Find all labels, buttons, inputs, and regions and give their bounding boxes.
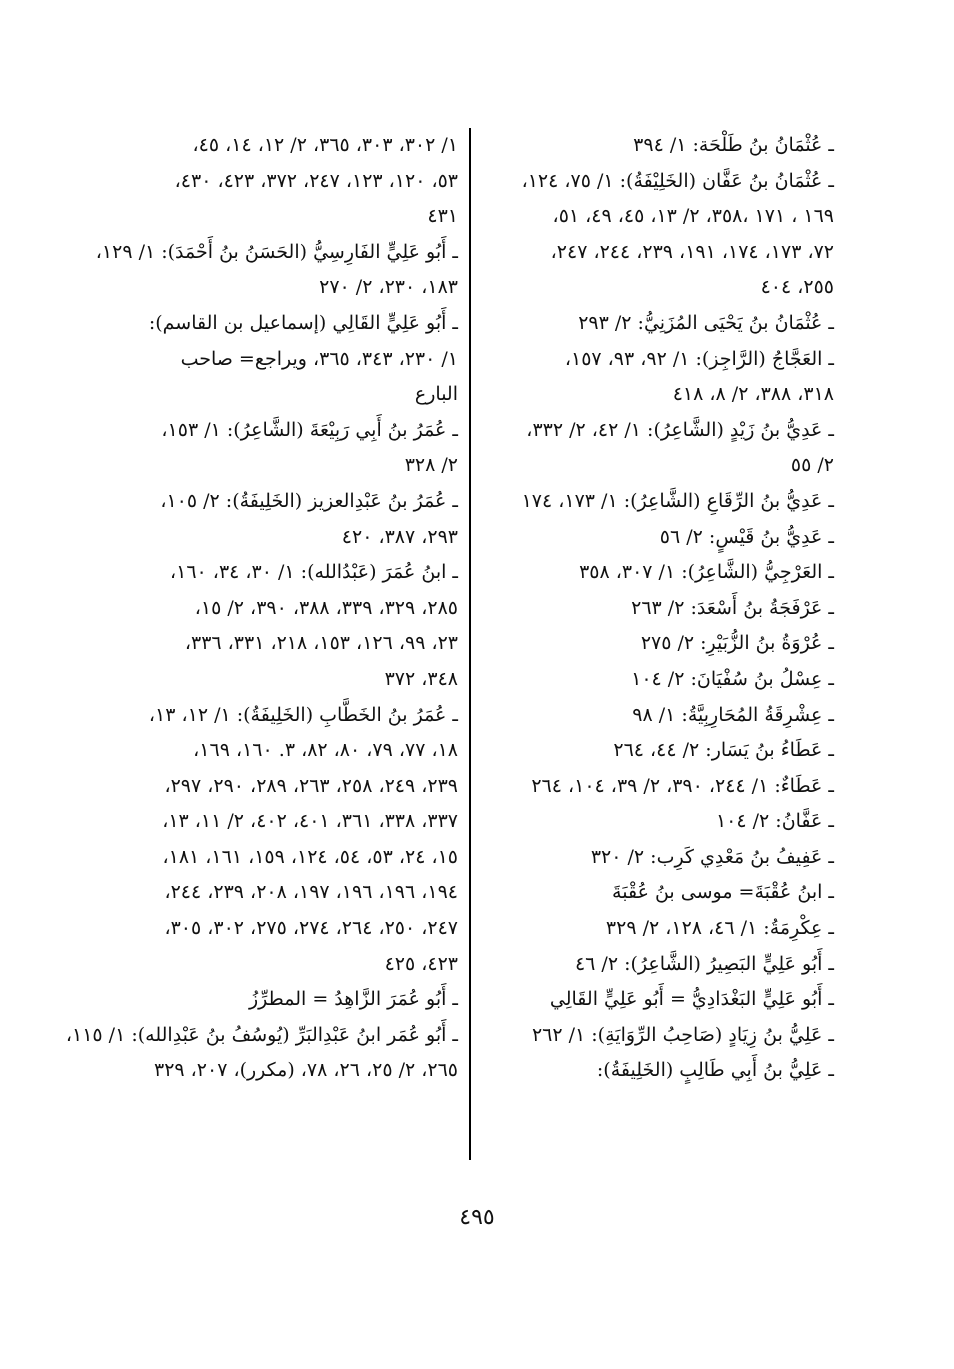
index-entry: ٢٣٩، ٢٤٩، ٢٥٨، ٢٦٣، ٢٨٩، ٢٩٠، ٢٩٧، xyxy=(164,774,458,797)
index-entry: ٢٤٧، ٢٥٠، ٢٦٤، ٢٧٤، ٢٧٥، ٣٠٢، ٣٠٥، xyxy=(164,917,458,940)
index-entry: ـ عِسْلُ بنُ سُفْيَانَ: ٢/ ١٠٤ xyxy=(631,667,834,690)
index-entry: البارع xyxy=(414,383,458,406)
index-entry: ـ عَطَاءُ بنُ يَسَار: ٢/ ٤٤، ٢٦٤ xyxy=(613,739,834,762)
index-entry: ـ أَبُو عُمَرَ الزَّاهِدُ = المطرِّزُ xyxy=(249,988,458,1011)
index-entry: ٢٣، ٩٩، ١٢٦، ١٥٣، ٢١٨، ٣٣١، ٣٣٦، xyxy=(184,632,458,655)
index-entry: ـ أَبُو عَلِيٍّ البَغْدَادِيُّ = أَبُو عَلِيٍّ القَالِي xyxy=(549,988,834,1011)
index-entry: ١٦٩ ، ١٧١ ،٣٥٨، ٢/ ١٣، ٤٥، ٤٩، ٥١، xyxy=(552,205,834,228)
index-entry: ـ عَدِيُّ بنُ قَيْسٍ: ٢/ ٥٦ xyxy=(659,525,834,548)
index-entry: ـ عَطَاءٌ: ١/ ٢٤٤، ٣٩٠، ٢/ ٣٩، ١٠٤، ٢٦٤ xyxy=(531,774,834,797)
index-entry: ٣٤٨، ٣٧٢ xyxy=(384,667,458,690)
index-entry: ٧٢، ١٧٣، ١٧٤، ١٩١، ٢٣٩، ٢٤٤، ٢٤٧، xyxy=(550,240,834,263)
index-entry: ٢/ ٣٢٨ xyxy=(404,454,458,477)
index-entry: ـ عَدِيُّ بنُ الرِّقَاعِ (الشَّاعِرُ): ١/ ١٧٣، ١٧٤ xyxy=(521,489,834,512)
index-entry: ـ العَرْجِيُّ (الشَّاعِرُ): ١/ ٣٠٧، ٣٥٨ xyxy=(579,561,834,584)
index-entry: ـ عِكْرِمَةُ: ١/ ٤٦، ١٢٨، ٢/ ٣٢٩ xyxy=(605,917,834,940)
index-entry: ٤٣١ xyxy=(427,205,458,228)
index-entry: ـ عَدِيُّ بنُ زَيْدٍ (الشَّاعِرُ): ١/ ٤٢، ٢/ ٣٣٢، xyxy=(526,418,834,441)
index-entry: ١٥، ٢٤، ٥٣، ٥٤، ١٢٤، ١٥٩، ١٦١، ١٨١، xyxy=(162,845,458,868)
page-number: ٤٩٥ xyxy=(459,1205,495,1230)
index-entry: ٤٢٣، ٤٢٥ xyxy=(384,952,458,975)
index-entry: ٢٩٣، ٣٨٧، ٤٢٠ xyxy=(341,525,458,548)
index-entry: ١٨٣، ٢٣٠، ٢/ ٢٧٠ xyxy=(319,276,458,299)
index-entry: ـ عُثْمَانُ بنُ عَفَّان (الخَلِيْفَةُ): ١/ ٧٥، ١٢٤، xyxy=(521,169,834,192)
index-entry: ـ عَلِيُّ بنُ زِيَادٍ (صَاحِبُ الرِّوَايَةِ): ١/ ٢٦٢ xyxy=(531,1023,834,1046)
index-entry: ـ أَبُو عَلِيٍّ البَصِيرُ (الشَّاعِرُ): ٢/ ٤٦ xyxy=(574,952,834,975)
index-entry: ٥٣، ١٢٠، ١٢٣، ٢٤٧، ٣٧٢، ٤٢٣، ٤٣٠، xyxy=(174,169,458,192)
index-entry: ٢/ ٥٥ xyxy=(790,454,834,477)
index-entry: ـ عُرْوَةُ بنُ الزُّبَيْرِ: ٢/ ٢٧٥ xyxy=(640,632,834,655)
index-entry: ـ ابنُ عُقْبَةَ= موسى بنُ عُقْبَةَ xyxy=(612,881,834,904)
index-entry: ١/ ٢٣٠، ٣٤٣، ٣٦٥، ويراجع= صاحب xyxy=(180,347,458,370)
index-entry: ـ عَفَّانُ: ٢/ ١٠٤ xyxy=(715,810,834,833)
index-entry: ـ ابنُ عُمَرَ (عَبْدُالله): ١/ ٣٠، ٣٤، ١٦٠، xyxy=(170,561,458,584)
column-divider xyxy=(469,128,471,1160)
index-entry: ـ عُمَرُ بنُ الخَطَّابِ (الخَلِيفَةُ): ١/ ١٢، ١٣، xyxy=(148,703,458,726)
index-entry: ـ عَلِيُّ بنُ أَبِي طَالِبٍ (الخَلِيفَةُ): xyxy=(596,1059,834,1082)
index-entry: ٢٥٥، ٤٠٤ xyxy=(760,276,834,299)
index-entry: ـ عُمَرُ بنُ عَبْدِالعزيز (الخَلِيفَةُ): ٢/ ١٠٥، xyxy=(160,489,458,512)
index-entry: ـ عَرْفَجَةُ بنُ أَسْعَدَ: ٢/ ٢٦٣ xyxy=(631,596,834,619)
index-entry: ٣٣٧، ٣٣٨، ٣٦١، ٤٠١، ٤٠٢، ٢/ ١١، ١٣، xyxy=(162,810,458,833)
index-entry: ١٨، ٧٧، ٧٩، ٨٠، ٨٢، ٣. ١٦٠، ١٦٩، xyxy=(193,739,458,762)
index-entry: ـ أَبُو عَلِيٍّ القَالِي (إسماعيل بن القاسم): xyxy=(148,311,458,334)
index-entry: ـ أَبُو عُمَر ابنُ عَبْدِالبَرِّ (يُوسُفُ بنُ عَبْدِالله): ١/ ١١٥، xyxy=(65,1023,458,1046)
index-entry: ١٩٤، ١٩٦، ١٩٦، ١٩٧، ٢٠٨، ٢٣٩، ٢٤٤، xyxy=(164,881,458,904)
index-entry: ـ العَجَّاجُ (الرَّاجِز): ١/ ٩٢، ٩٣، ١٥٧، xyxy=(564,347,834,370)
index-entry: ٢٦٥، ٢/ ٢٥، ٢٦، ٧٨، (مكرر)، ٢٠٧، ٣٢٩ xyxy=(154,1059,458,1082)
index-entry: ـ عِشْرِقَةُ المُحَارِبِيَّةُ: ١/ ٩٨ xyxy=(632,703,834,726)
index-column-right xyxy=(488,128,834,1089)
index-entry: ـ عُثْمَانُ بنُ يَحْيَى المُزَنِيُّ: ٢/ ٢٩٣ xyxy=(578,311,834,334)
index-entry: ـ عُثْمَانُ بنُ طَلْحَة: ١/ ٣٩٤ xyxy=(633,134,834,156)
index-entry: ـ عَفِيفُ بنُ مَعْدِي كَرِب: ٢/ ٣٢٠ xyxy=(590,845,834,868)
index-column-left xyxy=(65,128,458,1089)
index-entry: ١/ ٣٠٢، ٣٠٣، ٣٦٥، ٢/ ١٢، ١٤، ٤٥، xyxy=(192,134,458,156)
index-entry: ـ عُمَرُ بنُ أَبِي رَبِيْعَةَ (الشَّاعِرُ): ١/ ١٥٣، xyxy=(161,418,458,441)
index-entry: ٣١٨، ٣٨٨، ٢/ ٨، ٤١٨ xyxy=(672,383,834,406)
index-entry: ٢٨٥، ٣٢٩، ٣٣٩، ٣٨٨، ٣٩٠، ٢/ ١٥، xyxy=(194,596,458,619)
index-entry: ـ أَبُو عَلِيٍّ الفَارِسِيُّ (الحَسَنُ بنُ أَحْمَدَ): ١/ ١٢٩، xyxy=(95,240,458,263)
